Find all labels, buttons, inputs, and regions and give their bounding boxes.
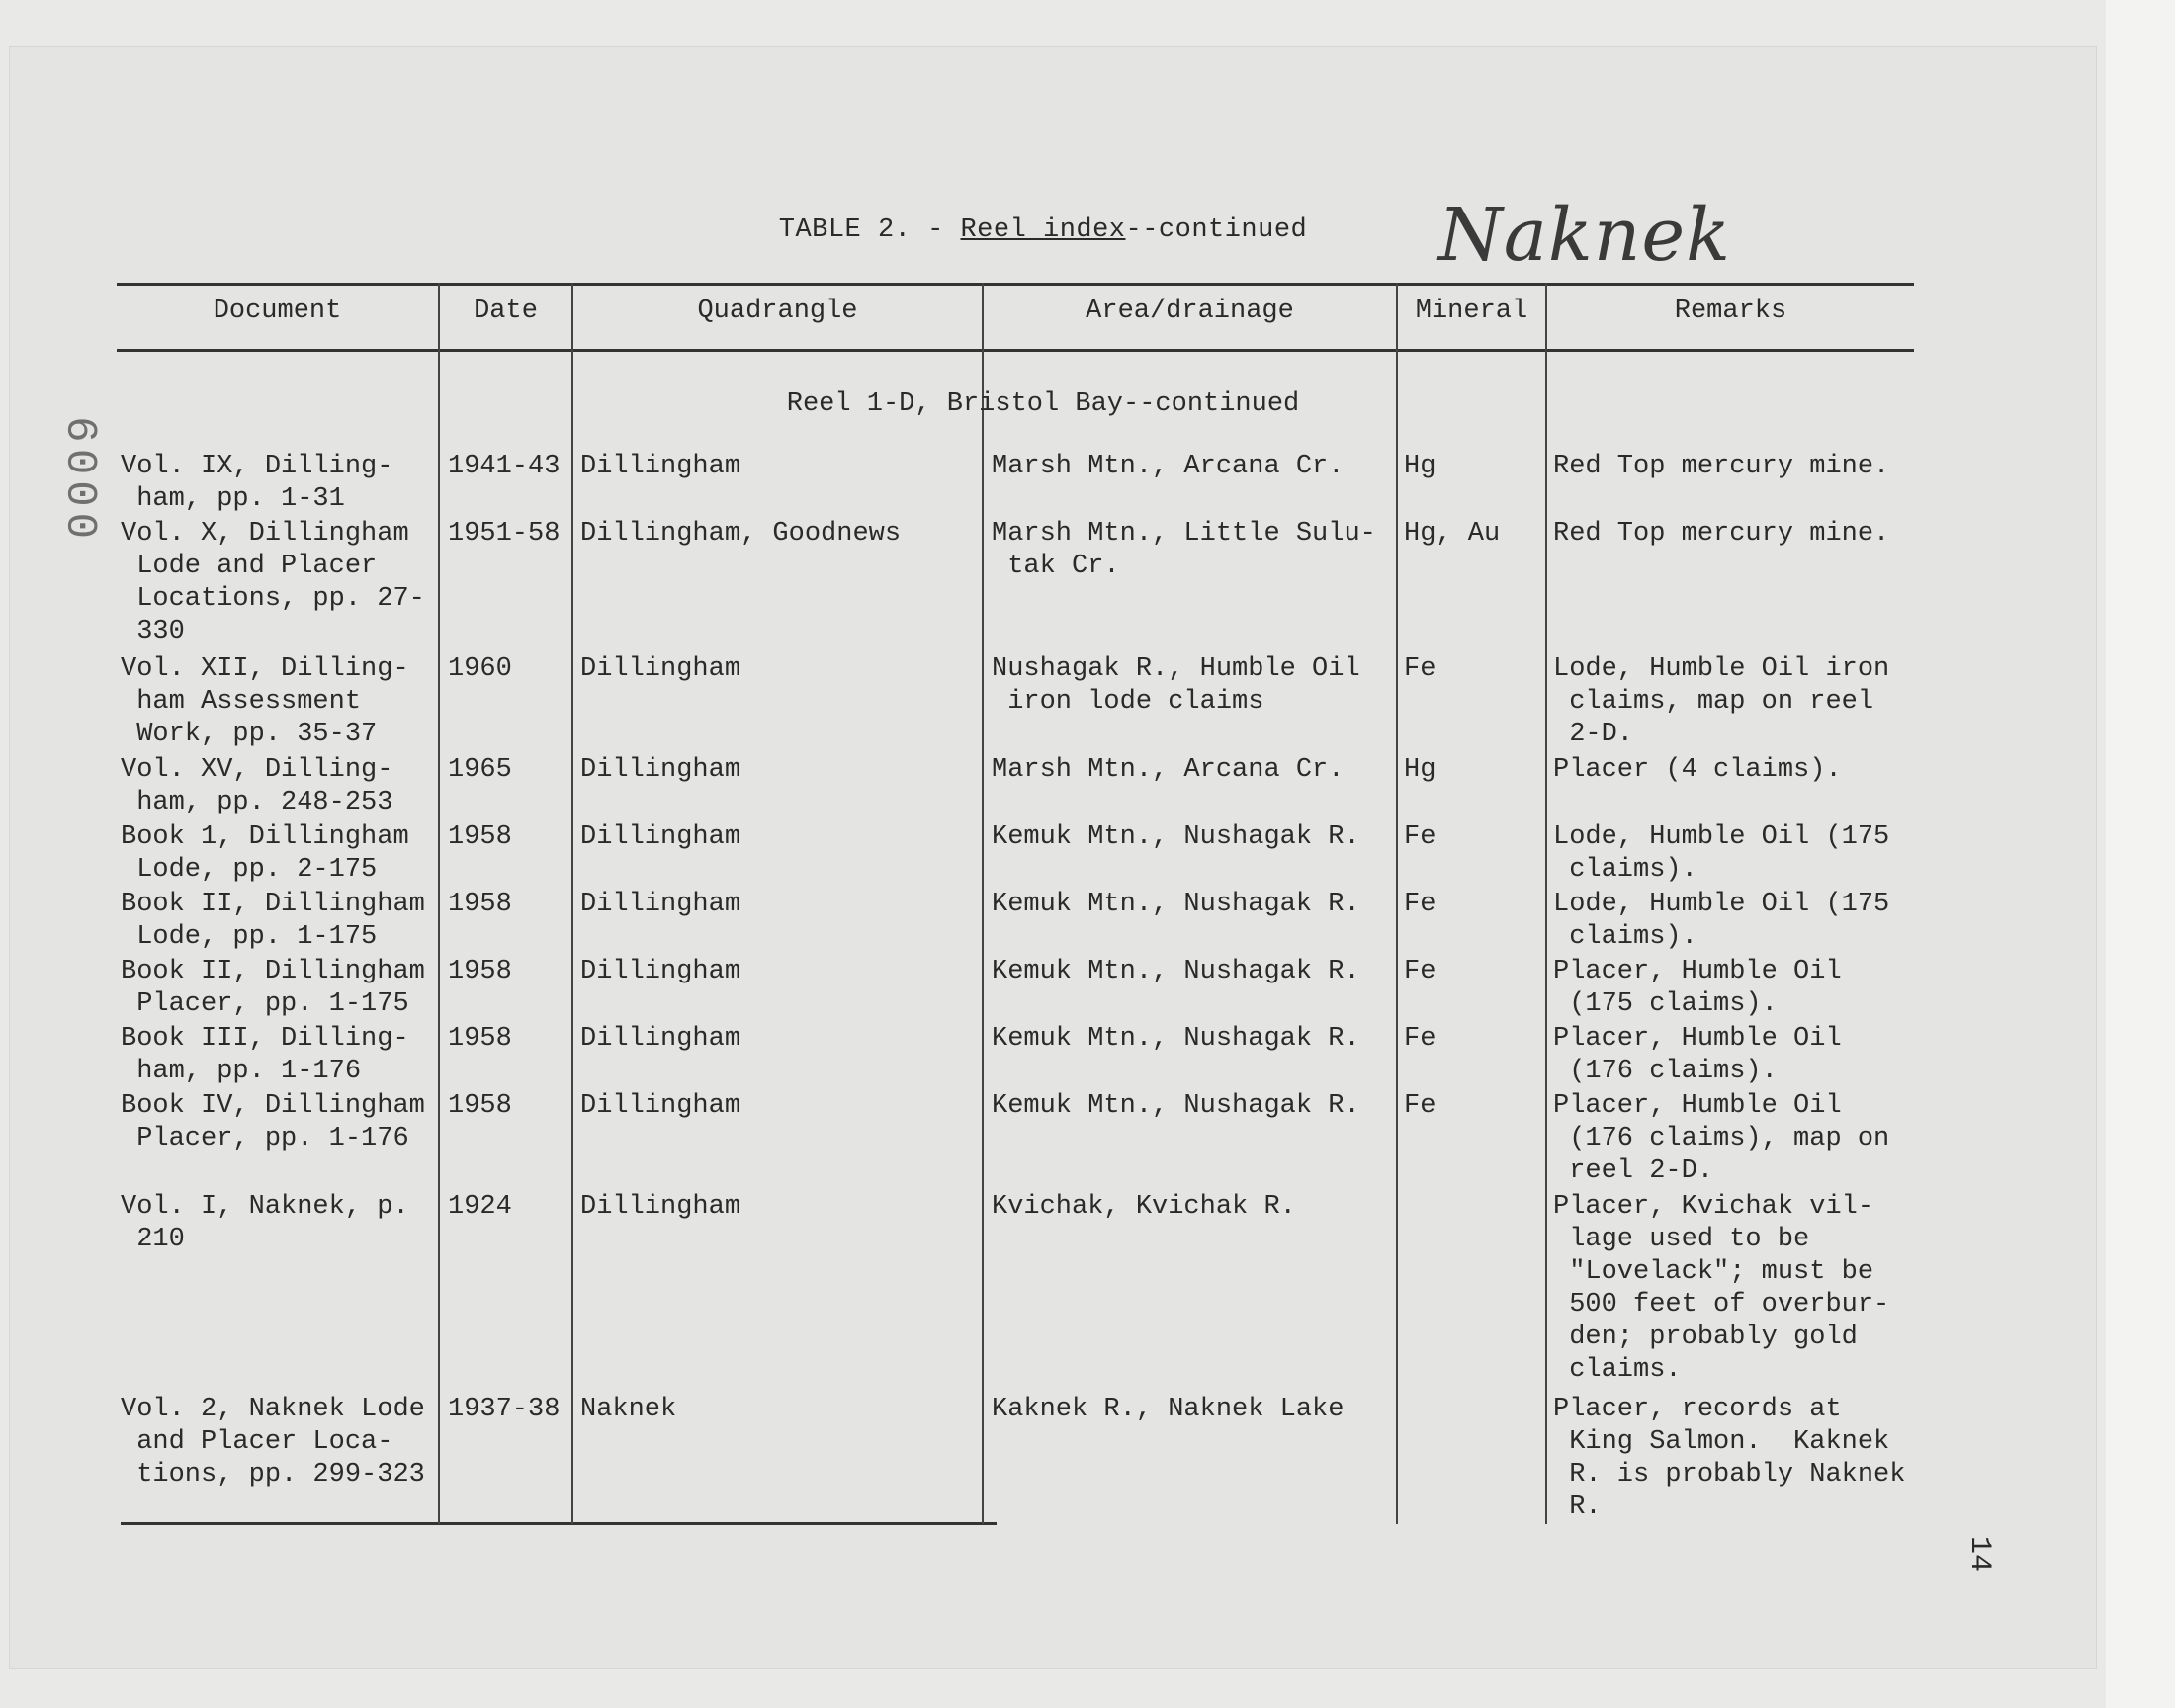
table-row-quadrangle: Dillingham	[580, 755, 741, 785]
table-row-mineral: Hg, Au	[1404, 519, 1501, 549]
col-divider-1	[438, 283, 440, 1524]
table-row-remarks: Lode, Humble Oil (175 claims).	[1553, 890, 1890, 952]
table-row-area: Marsh Mtn., Arcana Cr.	[992, 755, 1345, 785]
table-row-remarks: Red Top mercury mine.	[1553, 519, 1890, 549]
table-row-document: Book II, Dillingham Lode, pp. 1-175	[121, 890, 425, 952]
table-row-date: 1965	[448, 755, 512, 785]
table-row-area: Kemuk Mtn., Nushagak R.	[992, 957, 1360, 986]
table-row-document: Vol. I, Naknek, p. 210	[121, 1192, 409, 1254]
table-row-area: Kemuk Mtn., Nushagak R.	[992, 1091, 1360, 1121]
table-row-quadrangle: Dillingham	[580, 957, 741, 986]
table-row-mineral: Fe	[1404, 1091, 1436, 1121]
table-row-mineral: Fe	[1404, 957, 1436, 986]
section-heading: Reel 1-D, Bristol Bay--continued	[786, 389, 1300, 419]
table-row-quadrangle: Dillingham	[580, 452, 741, 481]
table-row-area: Marsh Mtn., Arcana Cr.	[992, 452, 1345, 481]
table-top-rule	[117, 283, 1914, 286]
table-row-remarks: Placer, Humble Oil (175 claims).	[1553, 957, 1842, 1019]
table-row-date: 1937-38	[448, 1395, 561, 1424]
table-row-date: 1941-43	[448, 452, 561, 481]
table-row-document: Book 1, Dillingham Lode, pp. 2-175	[121, 822, 409, 885]
table-row-area: Kemuk Mtn., Nushagak R.	[992, 822, 1360, 852]
table-row-remarks: Placer (4 claims).	[1553, 755, 1842, 785]
table-title	[0, 215, 2086, 245]
table-row-quadrangle: Dillingham	[580, 1192, 741, 1222]
table-row-remarks: Placer, Humble Oil (176 claims).	[1553, 1024, 1842, 1086]
table-row-date: 1958	[448, 1091, 512, 1121]
handwritten-note: Naknek	[1438, 193, 1732, 278]
table-row-area: Marsh Mtn., Little Sulu- tak Cr.	[992, 519, 1376, 581]
table-row-quadrangle: Dillingham	[580, 1091, 741, 1121]
table-row-mineral: Fe	[1404, 890, 1436, 919]
table-row-document: Book IV, Dillingham Placer, pp. 1-176	[121, 1091, 425, 1153]
table-row-remarks: Lode, Humble Oil (175 claims).	[1553, 822, 1890, 885]
header-bottom-rule	[117, 349, 1914, 352]
scan-edge	[2106, 0, 2175, 1708]
table-row-document: Book III, Dilling- ham, pp. 1-176	[121, 1024, 409, 1086]
table-row-date: 1958	[448, 822, 512, 852]
table-row-mineral: Hg	[1404, 452, 1436, 481]
margin-stamp: 0009	[61, 410, 111, 539]
col-divider-2	[571, 283, 573, 1524]
table-row-date: 1924	[448, 1192, 512, 1222]
table-row-mineral: Fe	[1404, 822, 1436, 852]
table-row-quadrangle: Dillingham	[580, 890, 741, 919]
table-row-remarks: Placer, Humble Oil (176 claims), map on reel 2-D.	[1553, 1091, 1890, 1186]
table-row-date: 1958	[448, 957, 512, 986]
table-row-mineral: Fe	[1404, 1024, 1436, 1054]
col-header-remarks: Remarks	[1674, 297, 1787, 326]
table-row-document: Vol. XV, Dilling- ham, pp. 248-253	[121, 755, 393, 817]
table-row-document: Vol. X, Dillingham Lode and Placer Locations, pp. 27- 330	[121, 519, 425, 646]
table-row-area: Kaknek R., Naknek Lake	[992, 1395, 1345, 1424]
table-row-quadrangle: Dillingham, Goodnews	[580, 519, 902, 549]
table-row-remarks: Placer, Kvichak vil- lage used to be "Lovelack"; must be 500 feet of overbur- den; probably gold claims.	[1553, 1192, 1890, 1385]
table-row-area: Kvichak, Kvichak R.	[992, 1192, 1296, 1222]
table-row-mineral: Hg	[1404, 755, 1436, 785]
title-prefix: TABLE 2. -	[778, 215, 961, 245]
table-row-mineral: Fe	[1404, 654, 1436, 684]
table-row-document: Book II, Dillingham Placer, pp. 1-175	[121, 957, 425, 1019]
page-number: 14	[1961, 1535, 1996, 1573]
table-row-document: Vol. XII, Dilling- ham Assessment Work, pp. 35-37	[121, 654, 409, 749]
col-divider-5	[1545, 283, 1547, 1524]
col-header-date: Date	[474, 297, 538, 326]
col-header-document: Document	[213, 297, 342, 326]
table-bottom-rule	[121, 1522, 997, 1525]
table-row-area: Kemuk Mtn., Nushagak R.	[992, 890, 1360, 919]
col-divider-4	[1396, 283, 1398, 1524]
title-underlined: Reel index	[960, 215, 1126, 245]
table-row-quadrangle: Dillingham	[580, 654, 741, 684]
table-row-quadrangle: Naknek	[580, 1395, 677, 1424]
col-header-area: Area/drainage	[1086, 297, 1294, 326]
table-row-remarks: Red Top mercury mine.	[1553, 452, 1890, 481]
table-row-remarks: Lode, Humble Oil iron claims, map on reel 2-D.	[1553, 654, 1890, 749]
table-row-quadrangle: Dillingham	[580, 822, 741, 852]
table-row-area: Kemuk Mtn., Nushagak R.	[992, 1024, 1360, 1054]
table-row-date: 1958	[448, 890, 512, 919]
table-row-date: 1951-58	[448, 519, 561, 549]
col-divider-3	[982, 283, 984, 1524]
col-header-quadrangle: Quadrangle	[697, 297, 858, 326]
table-row-document: Vol. IX, Dilling- ham, pp. 1-31	[121, 452, 393, 514]
table-row-area: Nushagak R., Humble Oil iron lode claims	[992, 654, 1360, 717]
table-row-quadrangle: Dillingham	[580, 1024, 741, 1054]
table-row-remarks: Placer, records at King Salmon. Kaknek R. is probably Naknek R.	[1553, 1395, 1906, 1522]
col-header-mineral: Mineral	[1415, 297, 1528, 326]
table-row-date: 1960	[448, 654, 512, 684]
table-row-date: 1958	[448, 1024, 512, 1054]
table-row-document: Vol. 2, Naknek Lode and Placer Loca- tions, pp. 299-323	[121, 1395, 425, 1490]
title-suffix: --continued	[1125, 215, 1308, 245]
